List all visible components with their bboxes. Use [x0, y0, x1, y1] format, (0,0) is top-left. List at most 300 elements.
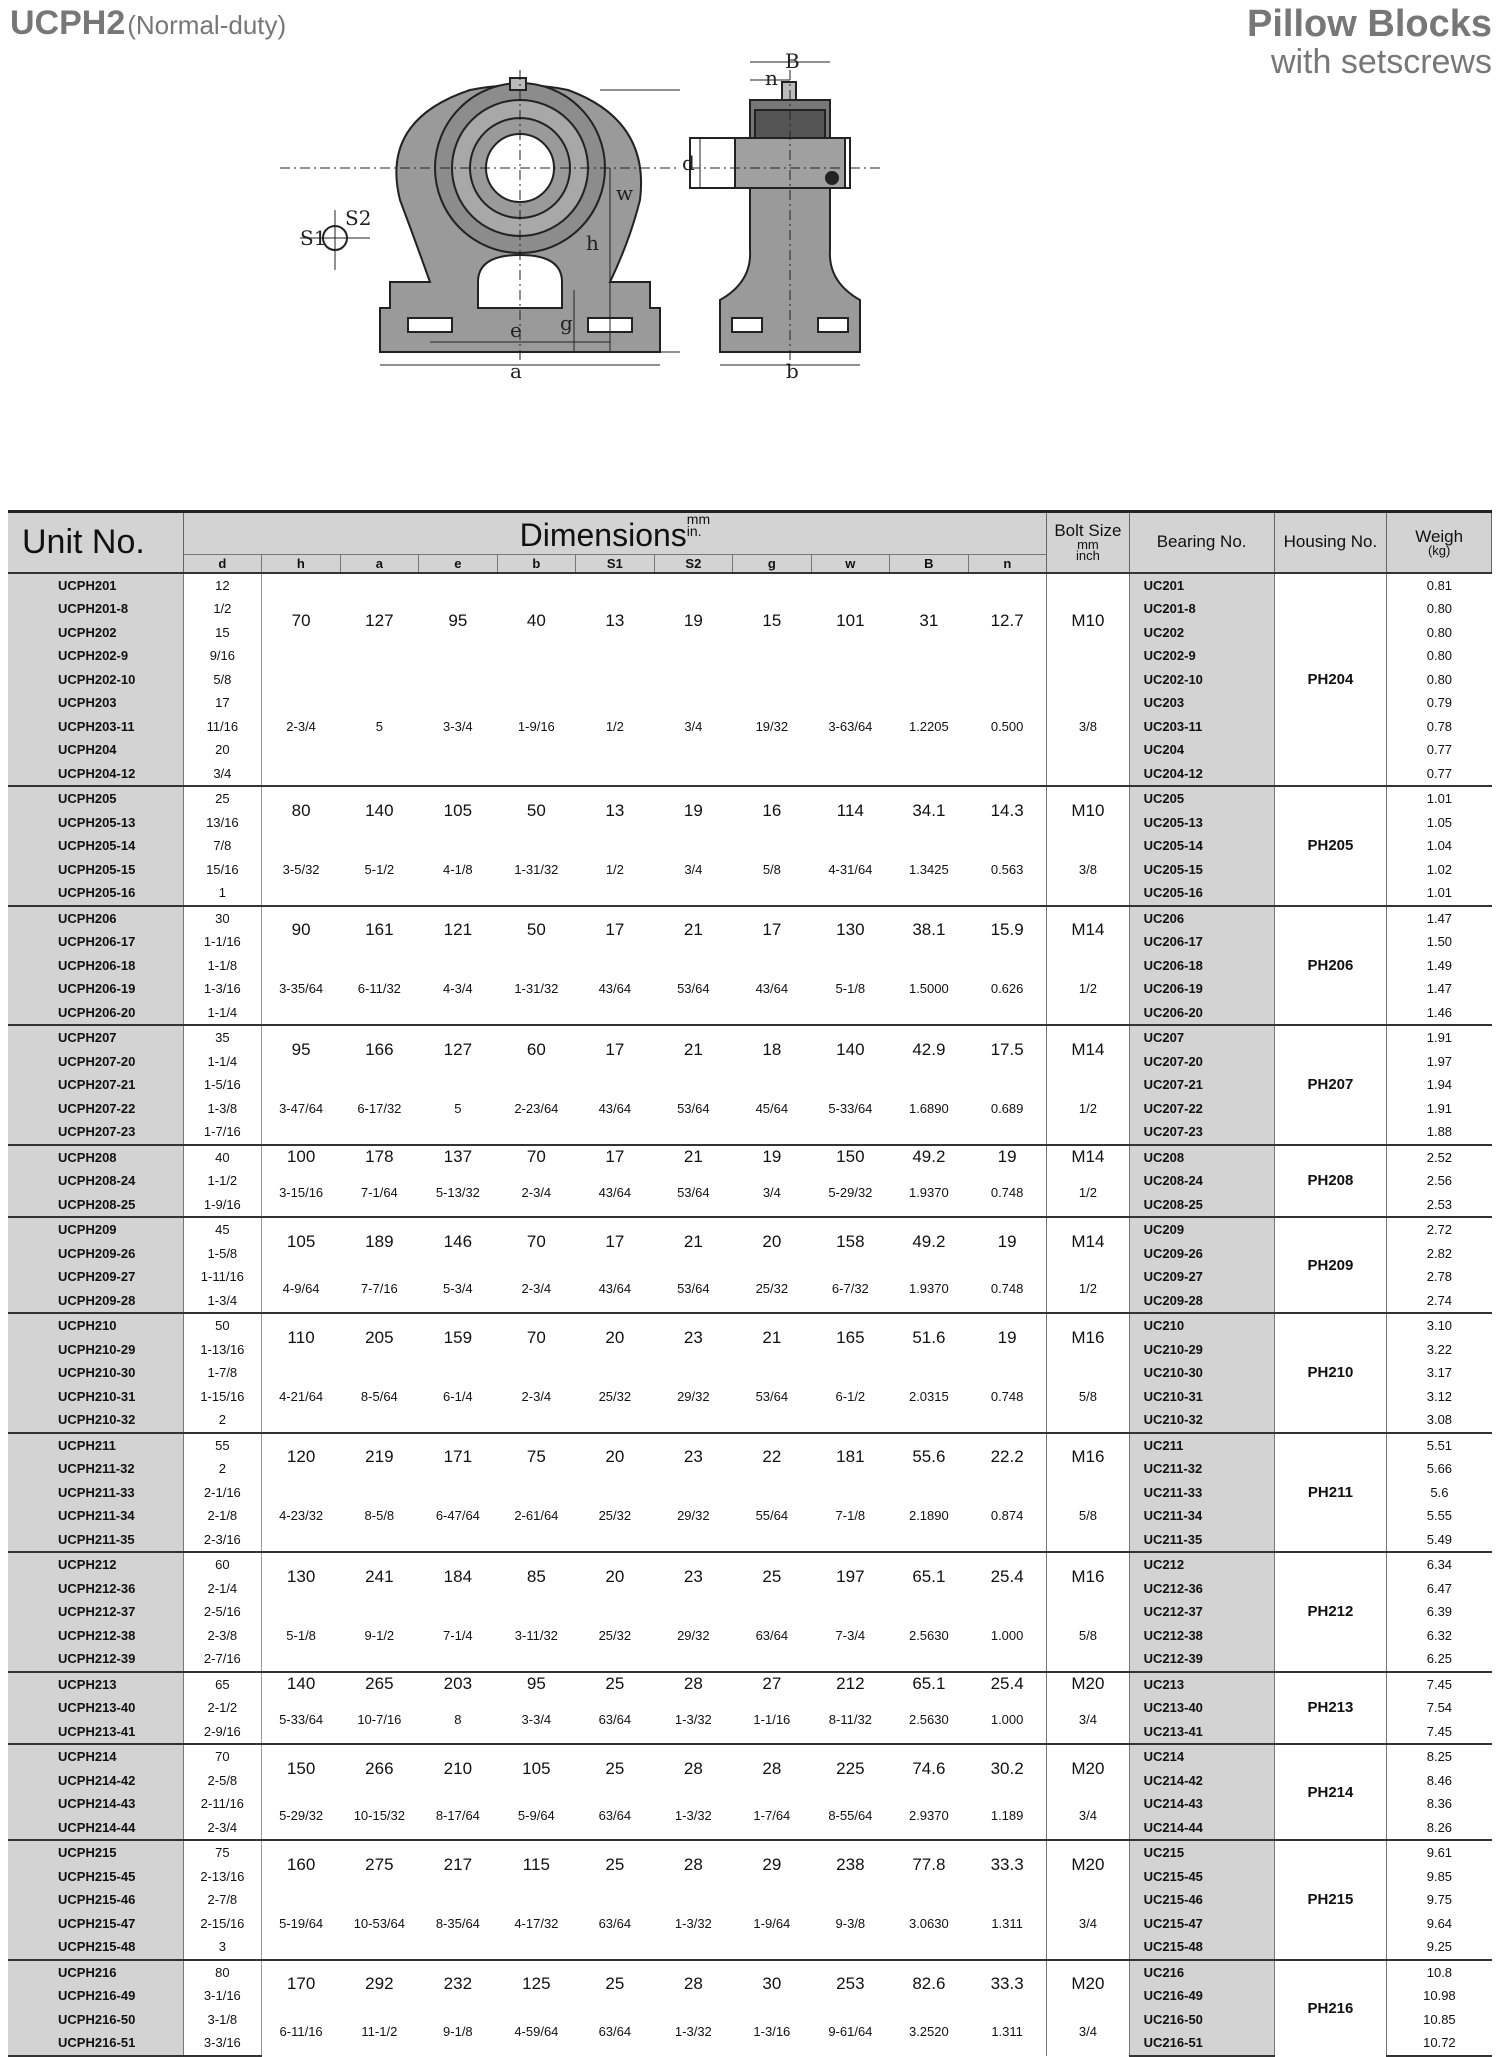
dimension-inch: 6-1/2 [835, 1388, 866, 1404]
dimension-mm: 30 [733, 1960, 812, 2008]
unit-number: UCPH206 [8, 906, 183, 931]
dimension-mm: 20 [576, 1433, 655, 1481]
unit-number: UCPH205 [8, 786, 183, 811]
dimension-mm: 28 [654, 1960, 733, 2008]
bolt-size-inch: 3/4 [1047, 2008, 1130, 2056]
dimension-mm: 150 [811, 1145, 890, 1170]
table-row [8, 1840, 1492, 1865]
dimension-subheader: B [890, 555, 969, 573]
unit-number: UCPH207-22 [8, 1097, 183, 1121]
dimension-mm: 105 [419, 786, 498, 834]
bolt-size-mm: M10 [1047, 786, 1130, 834]
bore-diameter: 80 [183, 1960, 262, 1985]
weight-value: 0.80 [1426, 601, 1453, 617]
dimension-mm: 160 [262, 1840, 341, 1888]
bore-diameter: 65 [183, 1672, 262, 1697]
weight-value: 9.64 [1426, 1915, 1453, 1931]
dimension-inch: 1.2205 [908, 718, 949, 734]
dimension-inch: 3-5/32 [282, 861, 320, 877]
dimension-mm: 60 [497, 1025, 576, 1073]
dimension-inch: 10-15/32 [353, 1808, 406, 1823]
bore-diameter: 5/8 [183, 668, 262, 692]
dimension-inch: 3/4 [684, 718, 703, 734]
series-code: UCPH2 [10, 4, 126, 42]
bolt-size-inch: 3/4 [1047, 1888, 1130, 1960]
unit-number: UCPH214 [8, 1744, 183, 1769]
dimension-mm: 33.3 [968, 1960, 1047, 2008]
dimension-inch: 63/64 [598, 2024, 632, 2039]
dimension-subheader: w [811, 555, 890, 573]
spec-table-container [8, 510, 1492, 2057]
label-g: g [560, 311, 573, 335]
weight-value: 7.45 [1387, 1672, 1492, 1697]
bolt-size-mm: M20 [1047, 1672, 1130, 1697]
dimension-inch: 1-3/32 [674, 1808, 712, 1823]
dimension-inch: 25/32 [598, 1627, 632, 1643]
bearing-number: UC205 [1129, 786, 1274, 811]
dimension-inch: 2-3/4 [521, 1281, 552, 1296]
weight-value: 9.75 [1426, 1892, 1453, 1908]
dimension-mm: 120 [262, 1433, 341, 1481]
dimension-mm: 292 [340, 1960, 419, 2008]
dimension-inch: 29/32 [677, 1627, 710, 1643]
bearing-number: UC214-42 [1129, 1769, 1274, 1793]
dimension-mm: 22.2 [968, 1433, 1047, 1481]
dimension-inch: 1-3/16 [753, 2024, 791, 2039]
table-row [8, 906, 1492, 931]
dimension-mm: 19 [654, 573, 733, 668]
dimension-inch: 3.2520 [908, 2024, 949, 2039]
unit-number: UCPH211 [8, 1433, 183, 1458]
bore-diameter: 1-1/16 [183, 930, 262, 954]
bearing-number: UC212-37 [1129, 1600, 1274, 1624]
dimension-mm: 14.3 [968, 786, 1047, 834]
bearing-number: UC206-17 [1129, 930, 1274, 954]
bore-diameter: 13/16 [183, 811, 262, 835]
table-row [8, 1552, 1492, 1577]
dimension-subheader: S1 [576, 555, 655, 573]
dimension-mm: 16 [733, 786, 812, 834]
bore-diameter: 2-3/16 [183, 1528, 262, 1553]
bore-diameter: 2-1/4 [183, 1577, 262, 1601]
bolt-size-inch: 1/2 [1047, 954, 1130, 1026]
weight-value: 1.02 [1426, 861, 1453, 877]
table-row [8, 1217, 1492, 1242]
dimension-mm: 25 [576, 1840, 655, 1888]
bearing-number: UC212-39 [1129, 1647, 1274, 1672]
weight-value: 3.10 [1387, 1313, 1492, 1338]
unit-number: UCPH212-39 [8, 1647, 183, 1672]
dimension-inch: 1.189 [990, 1808, 1024, 1823]
dimension-inch: 3.0630 [908, 1915, 949, 1931]
dimension-mm: 171 [419, 1433, 498, 1481]
unit-number: UCPH210 [8, 1313, 183, 1338]
label-b: b [786, 359, 799, 383]
dimension-inch: 10-53/64 [353, 1915, 406, 1931]
table-row [8, 1481, 1492, 1505]
weight-value: 2.82 [1426, 1245, 1453, 1261]
dimension-mm: 181 [811, 1433, 890, 1481]
dimension-mm: 232 [419, 1960, 498, 2008]
bore-diameter: 1-3/8 [183, 1097, 262, 1121]
dimension-mm: 65.1 [890, 1552, 969, 1600]
dimension-mm: 110 [262, 1313, 341, 1361]
dimension-mm: 20 [576, 1313, 655, 1361]
dimension-inch: 2-3/4 [286, 718, 316, 734]
label-h: h [586, 231, 599, 255]
dimension-inch: 3-47/64 [279, 1100, 324, 1116]
dimension-mm: 82.6 [890, 1960, 969, 2008]
dimension-inch: 25/32 [598, 1508, 632, 1524]
weight-value: 10.85 [1423, 2011, 1456, 2027]
dimension-mm: 166 [340, 1025, 419, 1073]
bore-diameter: 3/4 [183, 762, 262, 787]
bolt-size-mm: M14 [1047, 1145, 1130, 1170]
label-a: a [510, 359, 522, 383]
bolt-size-inch: 1/2 [1047, 1073, 1130, 1145]
weight-value: 1.01 [1426, 885, 1453, 901]
weight-value: 0.81 [1387, 573, 1492, 598]
weight-value: 1.50 [1426, 934, 1453, 950]
dimension-mm: 28 [654, 1840, 733, 1888]
bearing-number: UC211-33 [1129, 1481, 1274, 1505]
dimension-mm: 130 [811, 906, 890, 954]
housing-number: PH204 [1274, 573, 1387, 787]
bearing-number: UC207-21 [1129, 1073, 1274, 1097]
bolt-size-mm: M20 [1047, 1744, 1130, 1792]
dimension-mm: 253 [811, 1960, 890, 2008]
bore-diameter: 15/16 [183, 858, 262, 882]
unit-number: UCPH208 [8, 1145, 183, 1170]
bearing-number: UC205-14 [1129, 834, 1274, 858]
weight-value: 8.46 [1426, 1772, 1453, 1788]
unit-number: UCPH212-37 [8, 1600, 183, 1624]
side-view [690, 62, 880, 370]
unit-number: UCPH202 [8, 621, 183, 645]
dimension-mm: 25 [576, 1960, 655, 2008]
weight-value: 7.54 [1426, 1700, 1453, 1716]
dimension-mm: 28 [654, 1744, 733, 1792]
dimension-inch: 5-19/64 [279, 1915, 324, 1931]
bore-diameter: 12 [183, 573, 262, 598]
unit-number: UCPH216-50 [8, 2008, 183, 2032]
bore-diameter: 9/16 [183, 644, 262, 668]
bore-diameter: 2-3/4 [183, 1816, 262, 1841]
weight-header [1387, 512, 1492, 573]
dimension-mm: 21 [654, 1025, 733, 1073]
dimension-mm: 21 [654, 1145, 733, 1170]
dimension-inch: 2.9370 [908, 1808, 949, 1823]
bore-diameter: 55 [183, 1433, 262, 1458]
dimension-mm: 137 [419, 1145, 498, 1170]
dimension-inch: 9-1/2 [364, 1627, 395, 1643]
dimension-mm: 19 [733, 1145, 812, 1170]
weight-value: 2.78 [1426, 1269, 1453, 1285]
bore-diameter: 3-1/8 [183, 2008, 262, 2032]
unit-header: Unit No. [8, 512, 183, 573]
bore-diameter: 1-7/8 [183, 1361, 262, 1385]
bolt-size-inch: 5/8 [1047, 1600, 1130, 1672]
weight-value: 1.47 [1426, 981, 1453, 997]
bolt-size-header [1047, 512, 1130, 573]
bearing-number: UC213-41 [1129, 1720, 1274, 1745]
housing-number: PH206 [1274, 906, 1387, 1026]
dimension-mm: 19 [968, 1145, 1047, 1170]
dimension-mm: 127 [340, 573, 419, 668]
bearing-number: UC206-18 [1129, 954, 1274, 978]
dimension-mm: 77.8 [890, 1840, 969, 1888]
bearing-number: UC212-36 [1129, 1577, 1274, 1601]
housing-number: PH210 [1274, 1313, 1387, 1433]
bore-diameter: 2-15/16 [183, 1912, 262, 1936]
unit-number: UCPH201 [8, 573, 183, 598]
bearing-number: UC209-28 [1129, 1289, 1274, 1314]
bore-diameter: 2-1/2 [183, 1696, 262, 1720]
bearing-number: UC211-35 [1129, 1528, 1274, 1553]
bolt-size-inch: 5/8 [1047, 1481, 1130, 1553]
dimension-inch: 2.5630 [908, 1712, 949, 1727]
unit-number: UCPH202-10 [8, 668, 183, 692]
dimension-mm: 105 [262, 1217, 341, 1265]
dimension-inch: 4-9/64 [282, 1281, 320, 1296]
dimension-inch: 11-1/2 [361, 2024, 398, 2039]
table-row [8, 1600, 1492, 1624]
unit-number: UCPH211-33 [8, 1481, 183, 1505]
table-row [8, 1169, 1492, 1193]
dimension-inch: 4-21/64 [279, 1388, 324, 1404]
dimension-mm: 28 [654, 1672, 733, 1697]
dimension-mm: 197 [811, 1552, 890, 1600]
bore-diameter: 35 [183, 1025, 262, 1050]
bore-diameter: 25 [183, 786, 262, 811]
bore-diameter: 3-1/16 [183, 1984, 262, 2008]
bore-diameter: 1 [183, 881, 262, 906]
housing-number: PH209 [1274, 1217, 1387, 1313]
dimension-subheader: a [340, 555, 419, 573]
weight-value: 6.39 [1426, 1604, 1453, 1620]
dimension-mm: 205 [340, 1313, 419, 1361]
bore-diameter: 2-9/16 [183, 1720, 262, 1745]
unit-number: UCPH215-48 [8, 1935, 183, 1960]
dimension-mm: 21 [654, 906, 733, 954]
weight-value: 0.77 [1426, 765, 1453, 781]
dimension-mm: 23 [654, 1552, 733, 1600]
dimension-mm: 95 [262, 1025, 341, 1073]
weight-value: 1.05 [1426, 814, 1453, 830]
front-view [280, 70, 680, 365]
dimension-mm: 85 [497, 1552, 576, 1600]
dimension-mm: 33.3 [968, 1840, 1047, 1888]
bolt-unit-inch: inch [1075, 548, 1100, 564]
bearing-number: UC214-44 [1129, 1816, 1274, 1841]
table-row [8, 954, 1492, 978]
dimension-mm: 12.7 [968, 573, 1047, 668]
dimension-mm: 95 [497, 1672, 576, 1697]
bolt-unit-mm: mm [1077, 537, 1099, 553]
dimension-inch: 3-15/16 [279, 1185, 324, 1200]
dimension-inch: 2.5630 [908, 1627, 949, 1643]
bolt-size-mm: M14 [1047, 1217, 1130, 1265]
unit-number: UCPH207-21 [8, 1073, 183, 1097]
unit-number: UCPH215-47 [8, 1912, 183, 1936]
dimension-mm: 51.6 [890, 1313, 969, 1361]
dimension-mm: 219 [340, 1433, 419, 1481]
weight-value: 5.55 [1426, 1508, 1453, 1524]
unit-number: UCPH213-40 [8, 1696, 183, 1720]
unit-number: UCPH210-30 [8, 1361, 183, 1385]
dimension-inch: 9-3/8 [835, 1915, 866, 1931]
bolt-size-mm: M20 [1047, 1960, 1130, 2008]
unit-number: UCPH206-19 [8, 977, 183, 1001]
weight-value: 8.36 [1426, 1796, 1453, 1812]
bore-diameter: 30 [183, 906, 262, 931]
bore-diameter: 3 [183, 1935, 262, 1960]
weight-value: 1.49 [1426, 957, 1453, 973]
unit-number: UCPH216-51 [8, 2031, 183, 2056]
bearing-number: UC215-46 [1129, 1888, 1274, 1912]
dimension-mm: 19 [968, 1217, 1047, 1265]
dimension-inch: 6-17/32 [357, 1100, 402, 1116]
label-w: w [616, 181, 634, 205]
spec-table [8, 510, 1492, 2057]
dimension-mm: 101 [811, 573, 890, 668]
unit-number: UCPH214-44 [8, 1816, 183, 1841]
dimension-mm: 130 [262, 1552, 341, 1600]
dimension-inch: 53/64 [755, 1388, 789, 1404]
dimension-inch: 1-9/16 [517, 718, 555, 734]
product-title [1247, 4, 1492, 80]
dimension-subheader: d [183, 555, 262, 573]
bore-diameter: 1-9/16 [183, 1193, 262, 1218]
unit-number: UCPH205-14 [8, 834, 183, 858]
dimension-mm: 74.6 [890, 1744, 969, 1792]
bolt-size-inch: 3/4 [1047, 1696, 1130, 1744]
dimension-inch: 5 [454, 1100, 462, 1116]
dimension-inch: 1-3/32 [674, 2024, 712, 2039]
bolt-size-mm: M16 [1047, 1313, 1130, 1361]
dimension-mm: 30.2 [968, 1744, 1047, 1792]
bore-diameter: 2-13/16 [183, 1865, 262, 1889]
bore-diameter: 50 [183, 1313, 262, 1338]
dimension-inch: 29/32 [677, 1508, 710, 1524]
dimension-inch: 1/2 [605, 861, 624, 877]
bore-diameter: 1-5/16 [183, 1073, 262, 1097]
dimensions-header [183, 512, 1047, 555]
housing-number: PH215 [1274, 1840, 1387, 1960]
unit-number: UCPH213-41 [8, 1720, 183, 1745]
dimension-subheader: h [262, 555, 341, 573]
bearing-number: UC212-38 [1129, 1624, 1274, 1648]
weight-value: 5.49 [1426, 1531, 1453, 1547]
dimension-inch: 6-47/64 [435, 1508, 480, 1524]
unit-number: UCPH203-11 [8, 715, 183, 739]
table-row [8, 1888, 1492, 1912]
bolt-size-inch: 3/8 [1047, 668, 1130, 787]
unit-number: UCPH205-15 [8, 858, 183, 882]
bolt-size-mm: M16 [1047, 1552, 1130, 1600]
dimension-inch: 3-3/4 [443, 718, 473, 734]
dimension-inch: 25/32 [598, 1388, 632, 1404]
bearing-number: UC216-49 [1129, 1984, 1274, 2008]
dimension-mm: 42.9 [890, 1025, 969, 1073]
bearing-number: UC212 [1129, 1552, 1274, 1577]
dimension-mm: 25 [733, 1552, 812, 1600]
bearing-number: UC208-25 [1129, 1193, 1274, 1218]
weight-value: 10.72 [1387, 2031, 1492, 2056]
dimension-inch: 3-3/4 [521, 1712, 552, 1727]
dimension-mm: 17 [576, 1025, 655, 1073]
weight-value: 5.51 [1387, 1433, 1492, 1458]
dimension-inch: 6-1/4 [443, 1388, 473, 1404]
dimension-inch: 5-29/32 [279, 1808, 324, 1823]
weight-value: 3.12 [1426, 1388, 1453, 1404]
dimension-mm: 38.1 [890, 906, 969, 954]
table-row [8, 1313, 1492, 1338]
bore-diameter: 60 [183, 1552, 262, 1577]
housing-number: PH216 [1274, 1960, 1387, 2056]
dimension-mm: 225 [811, 1744, 890, 1792]
unit-number: UCPH216-49 [8, 1984, 183, 2008]
table-row [8, 1073, 1492, 1097]
weight-value: 3.22 [1426, 1341, 1453, 1357]
bearing-number: UC201 [1129, 573, 1274, 598]
dimension-mm: 19 [968, 1313, 1047, 1361]
bore-diameter: 20 [183, 738, 262, 762]
dimensions-title: Dimensions [519, 517, 687, 553]
bolt-size-title: Bolt Size [1054, 521, 1122, 541]
dimension-inch: 29/32 [677, 1388, 710, 1404]
weight-value: 7.45 [1426, 1723, 1453, 1739]
unit-number: UCPH211-34 [8, 1504, 183, 1528]
dimension-inch: 0.563 [990, 861, 1024, 877]
bearing-number: UC215 [1129, 1840, 1274, 1865]
dimension-mm: 18 [733, 1025, 812, 1073]
unit-number: UCPH207-20 [8, 1050, 183, 1074]
weight-value: 1.94 [1426, 1077, 1453, 1093]
unit-number: UCPH209-28 [8, 1289, 183, 1314]
dimension-inch: 0.500 [990, 718, 1024, 734]
dimension-inch: 5-1/8 [835, 981, 866, 997]
dimension-inch: 1.9370 [908, 1185, 949, 1200]
housing-number: PH213 [1274, 1672, 1387, 1745]
weight-value: 3.17 [1426, 1365, 1453, 1381]
dimension-mm: 203 [419, 1672, 498, 1697]
bearing-number: UC215-45 [1129, 1865, 1274, 1889]
weight-value: 6.25 [1426, 1651, 1453, 1667]
bearing-number: UC203 [1129, 691, 1274, 715]
housing-header: Housing No. [1274, 512, 1387, 573]
dimension-inch: 63/64 [598, 1712, 632, 1727]
bore-diameter: 40 [183, 1145, 262, 1170]
bolt-size-mm: M10 [1047, 573, 1130, 668]
bore-diameter: 2-5/16 [183, 1600, 262, 1624]
unit-number: UCPH206-18 [8, 954, 183, 978]
dimension-inch: 0.689 [990, 1100, 1024, 1116]
dimension-mm: 161 [340, 906, 419, 954]
bearing-number: UC205-13 [1129, 811, 1274, 835]
dimension-mm: 20 [733, 1217, 812, 1265]
bearing-number: UC213 [1129, 1672, 1274, 1697]
dimension-inch: 2-23/64 [514, 1100, 559, 1116]
table-row [8, 573, 1492, 598]
dimension-inch: 6-11/32 [357, 981, 401, 997]
bore-diameter: 3-3/16 [183, 2031, 262, 2056]
unit-number: UCPH209-27 [8, 1265, 183, 1289]
dimension-inch: 8-5/64 [360, 1388, 398, 1404]
dimension-mm: 17 [576, 1145, 655, 1170]
dimension-inch: 4-1/8 [443, 861, 473, 877]
dimension-mm: 31 [890, 573, 969, 668]
